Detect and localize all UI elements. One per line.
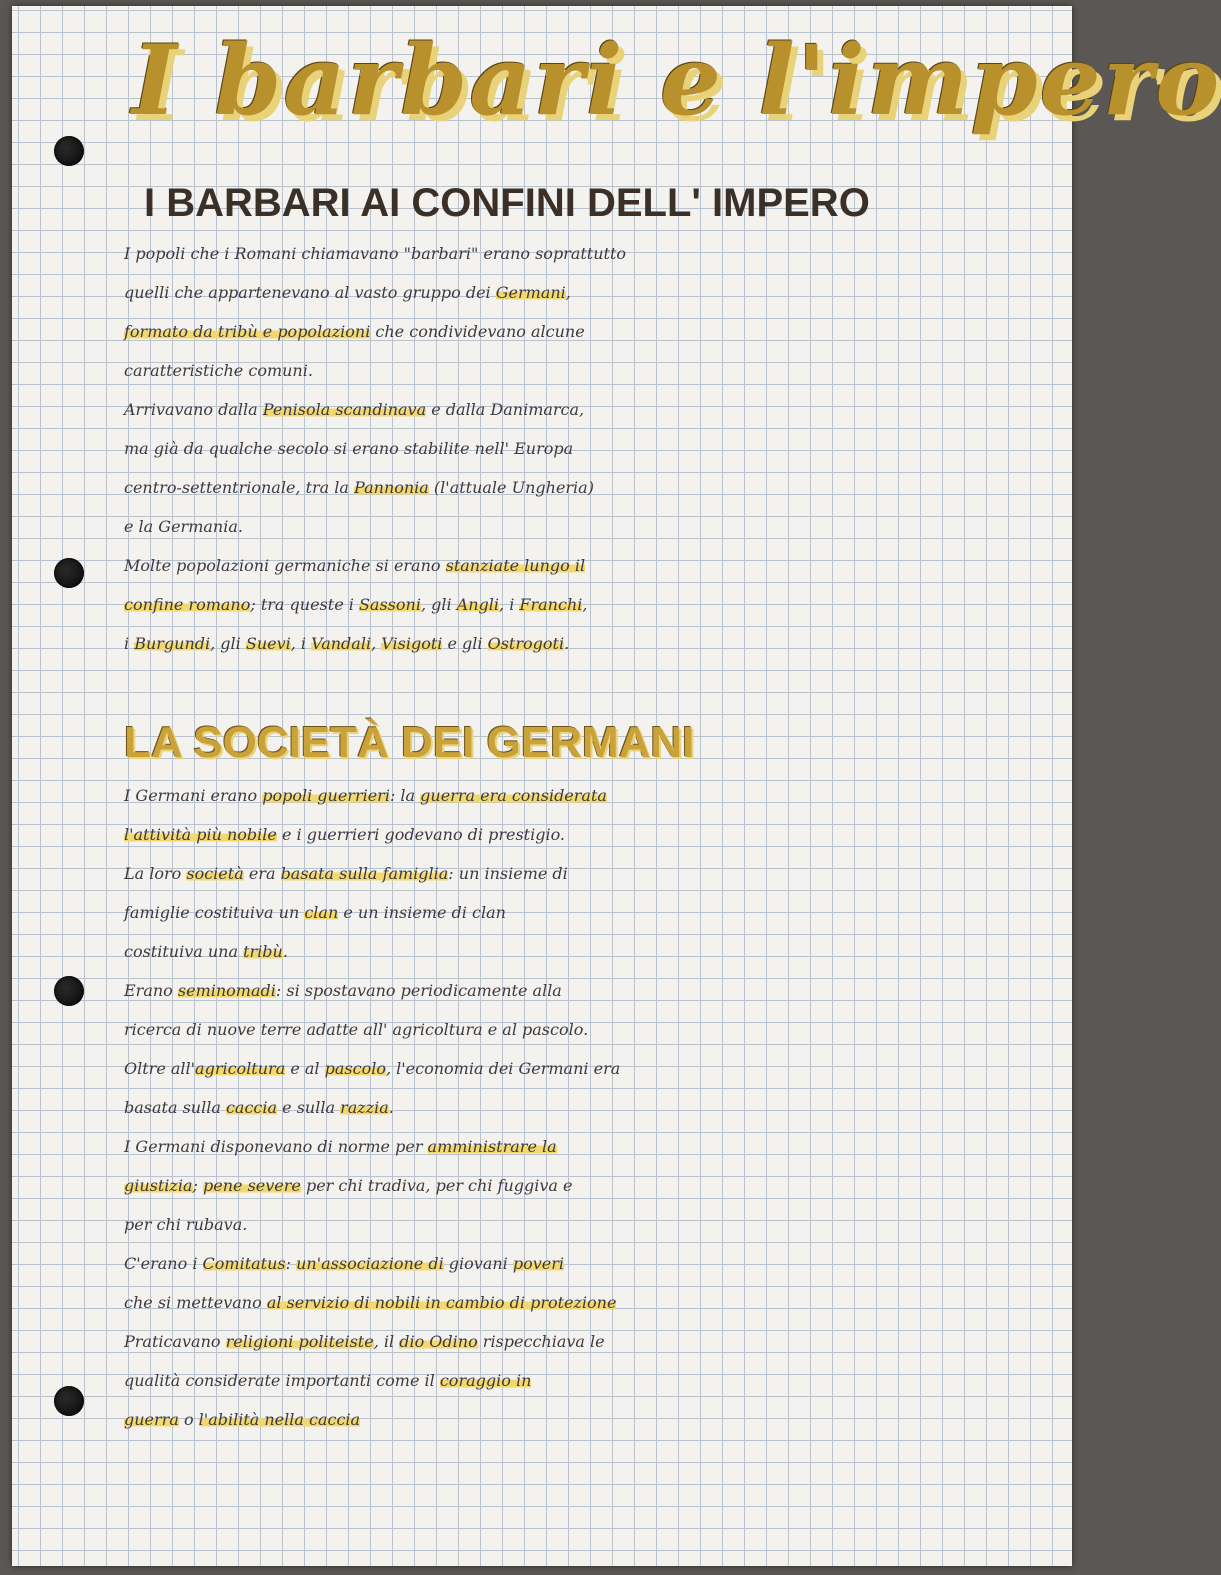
- highlighted-term: tribù: [243, 942, 283, 961]
- text-run: e al: [285, 1059, 325, 1078]
- highlighted-term: un'associazione di: [296, 1254, 444, 1273]
- text-line: [124, 1088, 1074, 1127]
- text-line: [124, 507, 1074, 546]
- text-line: [124, 1010, 1074, 1049]
- highlighted-term: Franchi: [519, 595, 583, 614]
- text-line: [124, 624, 1074, 663]
- text-line: [124, 390, 1074, 429]
- text-run: , l'economia dei Germani era: [385, 1059, 621, 1078]
- text-run: .: [564, 634, 570, 653]
- text-line: [124, 312, 1074, 351]
- text-run: caratteristiche comuni.: [124, 361, 313, 380]
- text-run: era: [243, 864, 281, 883]
- section-heading-societa: LA SOCIETÀ DEI GERMANI: [124, 718, 695, 767]
- highlighted-term: razzia: [340, 1098, 389, 1117]
- text-run: per chi tradiva, per chi fuggiva e: [300, 1176, 573, 1195]
- page-title: I barbari e l'impero: [132, 24, 1221, 137]
- highlighted-term: giustizia: [124, 1176, 193, 1195]
- highlighted-term: guerra era considerata: [420, 786, 607, 805]
- highlighted-term: Visigoti: [381, 634, 443, 653]
- binder-hole: [54, 136, 84, 166]
- text-run: ma già da qualche secolo si erano stabilite nell' Europa: [124, 439, 574, 458]
- text-run: o: [178, 1410, 199, 1429]
- binder-hole: [54, 1386, 84, 1416]
- text-line: [124, 1244, 1074, 1283]
- text-run: ricerca di nuove terre adatte all' agricoltura e al pascolo.: [124, 1020, 589, 1039]
- text-run: Molte popolazioni germaniche si erano: [124, 556, 446, 575]
- text-run: ; tra queste i: [250, 595, 359, 614]
- highlighted-term: coraggio in: [439, 1371, 532, 1390]
- text-run: ,: [565, 283, 571, 302]
- text-run: quelli che appartenevano al vasto gruppo dei: [124, 283, 496, 302]
- text-run: rispecchiava le: [477, 1332, 605, 1351]
- text-run: :: [285, 1254, 297, 1273]
- text-run: Arrivavano dalla: [124, 400, 263, 419]
- text-run: : un insieme di: [448, 864, 568, 883]
- text-run: C'erano i: [124, 1254, 203, 1273]
- text-line: [124, 1283, 1074, 1322]
- notebook-page: [12, 6, 1221, 1566]
- highlighted-term: confine romano: [124, 595, 251, 614]
- text-run: La loro: [124, 864, 187, 883]
- text-run: I popoli che i Romani chiamavano "barbari" erano soprattutto: [124, 244, 627, 263]
- highlighted-term: seminomadi: [177, 981, 276, 1000]
- text-line: [124, 1166, 1074, 1205]
- text-run: centro-settentrionale, tra la: [124, 478, 355, 497]
- highlighted-term: agricoltura: [195, 1059, 286, 1078]
- text-run: e gli: [442, 634, 488, 653]
- text-line: [124, 854, 1074, 893]
- binder-hole: [54, 558, 84, 588]
- text-run: Erano: [124, 981, 178, 1000]
- highlighted-term: pene severe: [203, 1176, 301, 1195]
- text-run: , gli: [210, 634, 246, 653]
- text-line: [124, 1049, 1074, 1088]
- text-run: famiglie costituiva un: [124, 903, 305, 922]
- highlighted-term: basata sulla famiglia: [280, 864, 449, 883]
- text-line: [124, 1205, 1074, 1244]
- text-run: ,: [582, 595, 588, 614]
- text-run: e un insieme di clan: [338, 903, 506, 922]
- text-run: : la: [389, 786, 421, 805]
- highlighted-term: Burgundi: [134, 634, 211, 653]
- section-text-barbari: [124, 234, 1074, 663]
- text-line: [124, 468, 1074, 507]
- text-run: i: [124, 634, 135, 653]
- text-run: , i: [499, 595, 520, 614]
- text-run: che condividevano alcune: [370, 322, 585, 341]
- highlighted-term: amministrare la: [427, 1137, 557, 1156]
- text-run: I Germani disponevano di norme per: [124, 1137, 428, 1156]
- text-line: [124, 932, 1074, 971]
- text-line: [124, 429, 1074, 468]
- text-line: [124, 1361, 1074, 1400]
- text-run: : si spostavano periodicamente alla: [275, 981, 562, 1000]
- highlighted-term: l'attività più nobile: [124, 825, 277, 844]
- text-line: [124, 776, 1074, 815]
- highlighted-term: Vandali: [311, 634, 372, 653]
- highlighted-term: religioni politeiste: [225, 1332, 374, 1351]
- text-line: [124, 1127, 1074, 1166]
- highlighted-term: Pannonia: [354, 478, 429, 497]
- text-run: , i: [290, 634, 312, 653]
- highlighted-term: stanziate lungo il: [445, 556, 586, 575]
- highlighted-term: l'abilità nella caccia: [198, 1410, 361, 1429]
- section-heading-barbari: I BARBARI AI CONFINI DELL' IMPERO: [144, 181, 870, 225]
- text-run: Oltre all': [124, 1059, 196, 1078]
- text-run: qualità considerate importanti come il: [124, 1371, 440, 1390]
- text-run: per chi rubava.: [124, 1215, 248, 1234]
- highlighted-term: Comitatus: [202, 1254, 286, 1273]
- binder-hole: [54, 976, 84, 1006]
- text-line: [124, 1322, 1074, 1361]
- text-line: [124, 971, 1074, 1010]
- text-run: .: [282, 942, 288, 961]
- text-run: e la Germania.: [124, 517, 243, 536]
- text-line: [124, 893, 1074, 932]
- text-run: I Germani erano: [124, 786, 263, 805]
- text-run: che si mettevano: [124, 1293, 267, 1312]
- highlighted-term: pascolo: [324, 1059, 386, 1078]
- text-line: [124, 351, 1074, 390]
- text-run: e sulla: [277, 1098, 341, 1117]
- text-run: costituiva una: [124, 942, 244, 961]
- text-line: [124, 546, 1074, 585]
- highlighted-term: al servizio di nobili in cambio di protezione: [266, 1293, 617, 1312]
- text-run: basata sulla: [124, 1098, 226, 1117]
- highlighted-term: poveri: [512, 1254, 565, 1273]
- highlighted-term: dio Odino: [399, 1332, 478, 1351]
- highlighted-term: Sassoni: [358, 595, 421, 614]
- highlighted-term: guerra: [124, 1410, 179, 1429]
- text-line: [124, 1400, 1074, 1439]
- section-text-societa: [124, 776, 1074, 1439]
- text-run: giovani: [443, 1254, 513, 1273]
- text-line: [124, 815, 1074, 854]
- highlighted-term: società: [186, 864, 244, 883]
- text-run: e dalla Danimarca,: [426, 400, 585, 419]
- highlighted-term: popoli guerrieri: [262, 786, 390, 805]
- highlighted-term: formato da tribù e popolazioni: [124, 322, 371, 341]
- text-run: , gli: [420, 595, 457, 614]
- highlighted-term: caccia: [225, 1098, 278, 1117]
- highlighted-term: clan: [304, 903, 339, 922]
- text-run: , il: [373, 1332, 400, 1351]
- text-line: [124, 273, 1074, 312]
- text-run: .: [388, 1098, 394, 1117]
- highlighted-term: Angli: [456, 595, 500, 614]
- text-run: e i guerrieri godevano di prestigio.: [276, 825, 566, 844]
- highlighted-term: Ostrogoti: [487, 634, 565, 653]
- highlighted-term: Penisola scandinava: [262, 400, 427, 419]
- highlighted-term: Suevi: [245, 634, 291, 653]
- text-run: ;: [192, 1176, 203, 1195]
- text-run: (l'attuale Ungheria): [428, 478, 594, 497]
- text-line: [124, 585, 1074, 624]
- text-run: Praticavano: [124, 1332, 226, 1351]
- highlighted-term: Germani: [495, 283, 566, 302]
- text-run: ,: [371, 634, 382, 653]
- text-line: [124, 234, 1074, 273]
